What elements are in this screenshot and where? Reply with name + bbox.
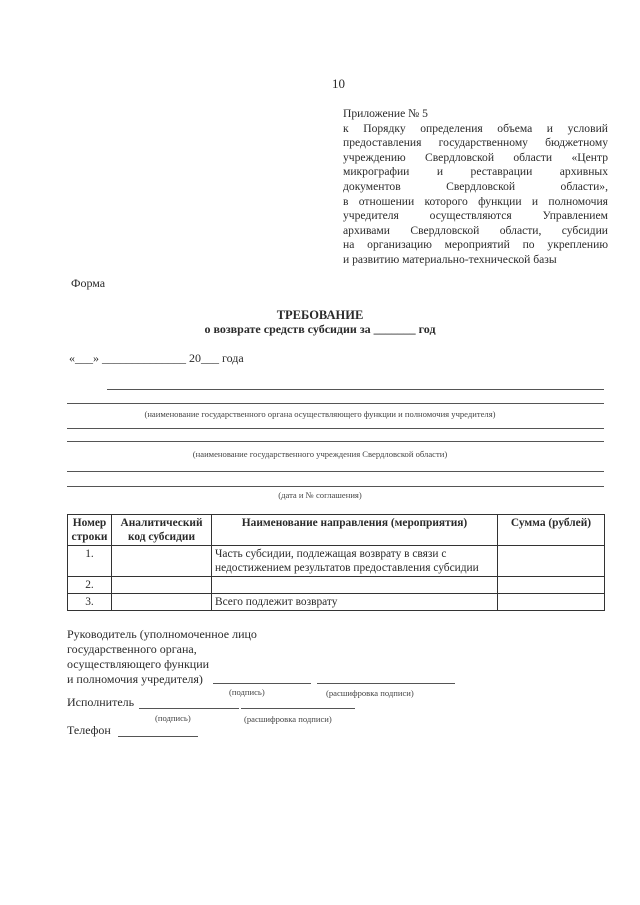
table-row [68, 577, 605, 594]
head-decoding-caption: (расшифровка подписи) [326, 688, 414, 698]
head-line: и полномочия учредителя) [67, 672, 203, 686]
table-header-row [68, 515, 605, 546]
refund-table [67, 514, 605, 611]
head-line: осуществляющего функции [67, 657, 210, 671]
form-label: Форма [71, 276, 106, 290]
fill-line [67, 486, 604, 487]
row-number: 3. [68, 594, 112, 611]
row-name [212, 577, 498, 594]
appendix-line: документов Свердловской области», [343, 179, 608, 193]
row-name: Всего подлежит возврату [212, 594, 498, 611]
table-row [68, 594, 605, 611]
head-line: государственного органа, [67, 642, 197, 656]
head-decoding-line [317, 683, 455, 684]
row-code [112, 594, 212, 611]
header-analytic-code: Аналитический код субсидии [112, 515, 212, 546]
appendix-line: учредителя осуществляются Управлением [343, 209, 608, 223]
head-line: Руководитель (уполномоченное лицо [67, 627, 257, 641]
phone-label: Телефон [67, 723, 111, 737]
appendix-line: учреждению Свердловской области «Центр [343, 150, 608, 164]
date-line: «___» ______________ 20___ года [69, 351, 244, 365]
row-code [112, 577, 212, 594]
fill-line [67, 428, 604, 429]
appendix-line: в отношении которого функции и полномочия [343, 194, 608, 208]
executor-decoding-line [241, 708, 355, 709]
appendix-line: микрографии и реставрации архивных [343, 165, 608, 179]
header-sum: Сумма (рублей) [498, 515, 605, 546]
appendix-line: архивами Свердловской области, субсидии [343, 223, 608, 237]
document-title: ТРЕБОВАНИЕ [276, 308, 364, 322]
table-row [68, 546, 605, 577]
document-subtitle: о возврате средств субсидии за _______ год [204, 322, 436, 336]
page-number: 10 [332, 76, 345, 91]
row-sum [498, 577, 605, 594]
head-signature-line [213, 683, 311, 684]
executor-signature-caption: (подпись) [155, 713, 191, 723]
fill-line [67, 403, 604, 404]
row-number: 2. [68, 577, 112, 594]
fill-line [67, 441, 604, 442]
head-signatory-block [67, 627, 257, 687]
phone-line [118, 736, 198, 737]
appendix-line: Приложение № 5 [343, 107, 428, 120]
fill-line [107, 389, 604, 390]
appendix-line: на организацию мероприятий по укреплению [343, 238, 608, 252]
caption-institution: (наименование государственного учреждения Свердловской области) [192, 449, 448, 459]
executor-signature-line [139, 708, 239, 709]
header-row-number: Номер строки [68, 515, 112, 546]
fill-line [67, 471, 604, 472]
row-code [112, 546, 212, 577]
row-number: 1. [68, 546, 112, 577]
appendix-line: предоставления государственному бюджетному [343, 136, 608, 150]
caption-state-body: (наименование государственного органа осуществляющего функции и полномочия учредителя) [144, 409, 496, 419]
appendix-line: к Порядку определения объема и условий [343, 121, 608, 135]
caption-agreement: (дата и № соглашения) [278, 490, 362, 500]
head-signature-caption: (подпись) [229, 687, 265, 697]
executor-decoding-caption: (расшифровка подписи) [244, 714, 332, 724]
appendix-block [343, 107, 608, 268]
row-sum [498, 594, 605, 611]
appendix-line: и развитию материально-технической базы [343, 252, 557, 266]
row-sum [498, 546, 605, 577]
executor-label: Исполнитель [67, 695, 135, 709]
header-direction-name: Наименование направления (мероприятия) [212, 515, 498, 546]
row-name: Часть субсидии, подлежащая возврату в связи с недостижением результатов предоставления субсидии [212, 546, 498, 577]
